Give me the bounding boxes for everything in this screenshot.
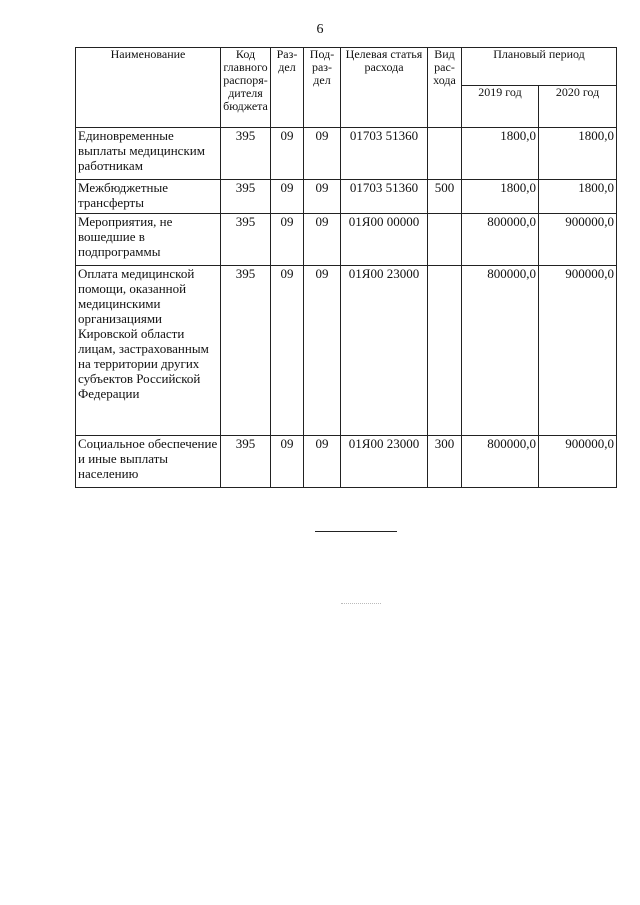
header-planning-period: Плановый период: [462, 48, 617, 86]
row-code: 395: [221, 180, 271, 214]
header-target: Целевая статья расхода: [341, 48, 428, 128]
row-name: Межбюджетные трансферты: [76, 180, 221, 214]
row-code: 395: [221, 128, 271, 180]
row-target: 01Я00 00000: [341, 214, 428, 266]
row-subsection: 09: [304, 436, 341, 488]
row-year-2020: 900000,0: [539, 436, 617, 488]
row-subsection: 09: [304, 214, 341, 266]
row-year-2020: 1800,0: [539, 128, 617, 180]
table-row: [76, 266, 617, 436]
header-subsection: Под-раз-дел: [304, 48, 341, 128]
row-section: 09: [271, 266, 304, 436]
row-year-2019: 800000,0: [462, 214, 539, 266]
row-name: Оплата медицинской помощи, оказанной медицинскими организациями Кировской области лицам, застрахованным на территории других субъектов Российской Федерации: [76, 266, 221, 436]
scan-mark: [341, 603, 381, 604]
header-year-2020: 2020 год: [539, 86, 617, 128]
row-target: 01Я00 23000: [341, 266, 428, 436]
row-subsection: 09: [304, 180, 341, 214]
row-year-2020: 900000,0: [539, 214, 617, 266]
row-code: 395: [221, 266, 271, 436]
header-year-2019: 2019 год: [462, 86, 539, 128]
row-name: Единовременные выплаты медицинским работникам: [76, 128, 221, 180]
row-section: 09: [271, 180, 304, 214]
header-expense-type: Вид рас-хода: [428, 48, 462, 128]
row-section: 09: [271, 128, 304, 180]
row-expense-type: [428, 266, 462, 436]
row-section: 09: [271, 436, 304, 488]
budget-table: [75, 47, 617, 488]
row-section: 09: [271, 214, 304, 266]
row-year-2019: 1800,0: [462, 180, 539, 214]
table-row: [76, 128, 617, 180]
row-name: Мероприятия, не вошедшие в подпрограммы: [76, 214, 221, 266]
row-expense-type: 300: [428, 436, 462, 488]
row-name: Социальное обеспечение и иные выплаты населению: [76, 436, 221, 488]
table-row: [76, 180, 617, 214]
row-expense-type: [428, 128, 462, 180]
row-target: 01Я00 23000: [341, 436, 428, 488]
row-expense-type: 500: [428, 180, 462, 214]
row-target: 01703 51360: [341, 180, 428, 214]
row-subsection: 09: [304, 266, 341, 436]
row-year-2019: 1800,0: [462, 128, 539, 180]
row-year-2019: 800000,0: [462, 436, 539, 488]
row-target: 01703 51360: [341, 128, 428, 180]
page-number: 6: [316, 22, 324, 37]
end-divider: [315, 531, 397, 532]
table-row: [76, 436, 617, 488]
row-year-2019: 800000,0: [462, 266, 539, 436]
row-code: 395: [221, 214, 271, 266]
header-code: Код главного распоря-дителя бюджета: [221, 48, 271, 128]
row-year-2020: 900000,0: [539, 266, 617, 436]
row-expense-type: [428, 214, 462, 266]
header-section: Раз-дел: [271, 48, 304, 128]
header-name: Наименование: [76, 48, 221, 128]
row-code: 395: [221, 436, 271, 488]
row-year-2020: 1800,0: [539, 180, 617, 214]
table-row: [76, 214, 617, 266]
row-subsection: 09: [304, 128, 341, 180]
